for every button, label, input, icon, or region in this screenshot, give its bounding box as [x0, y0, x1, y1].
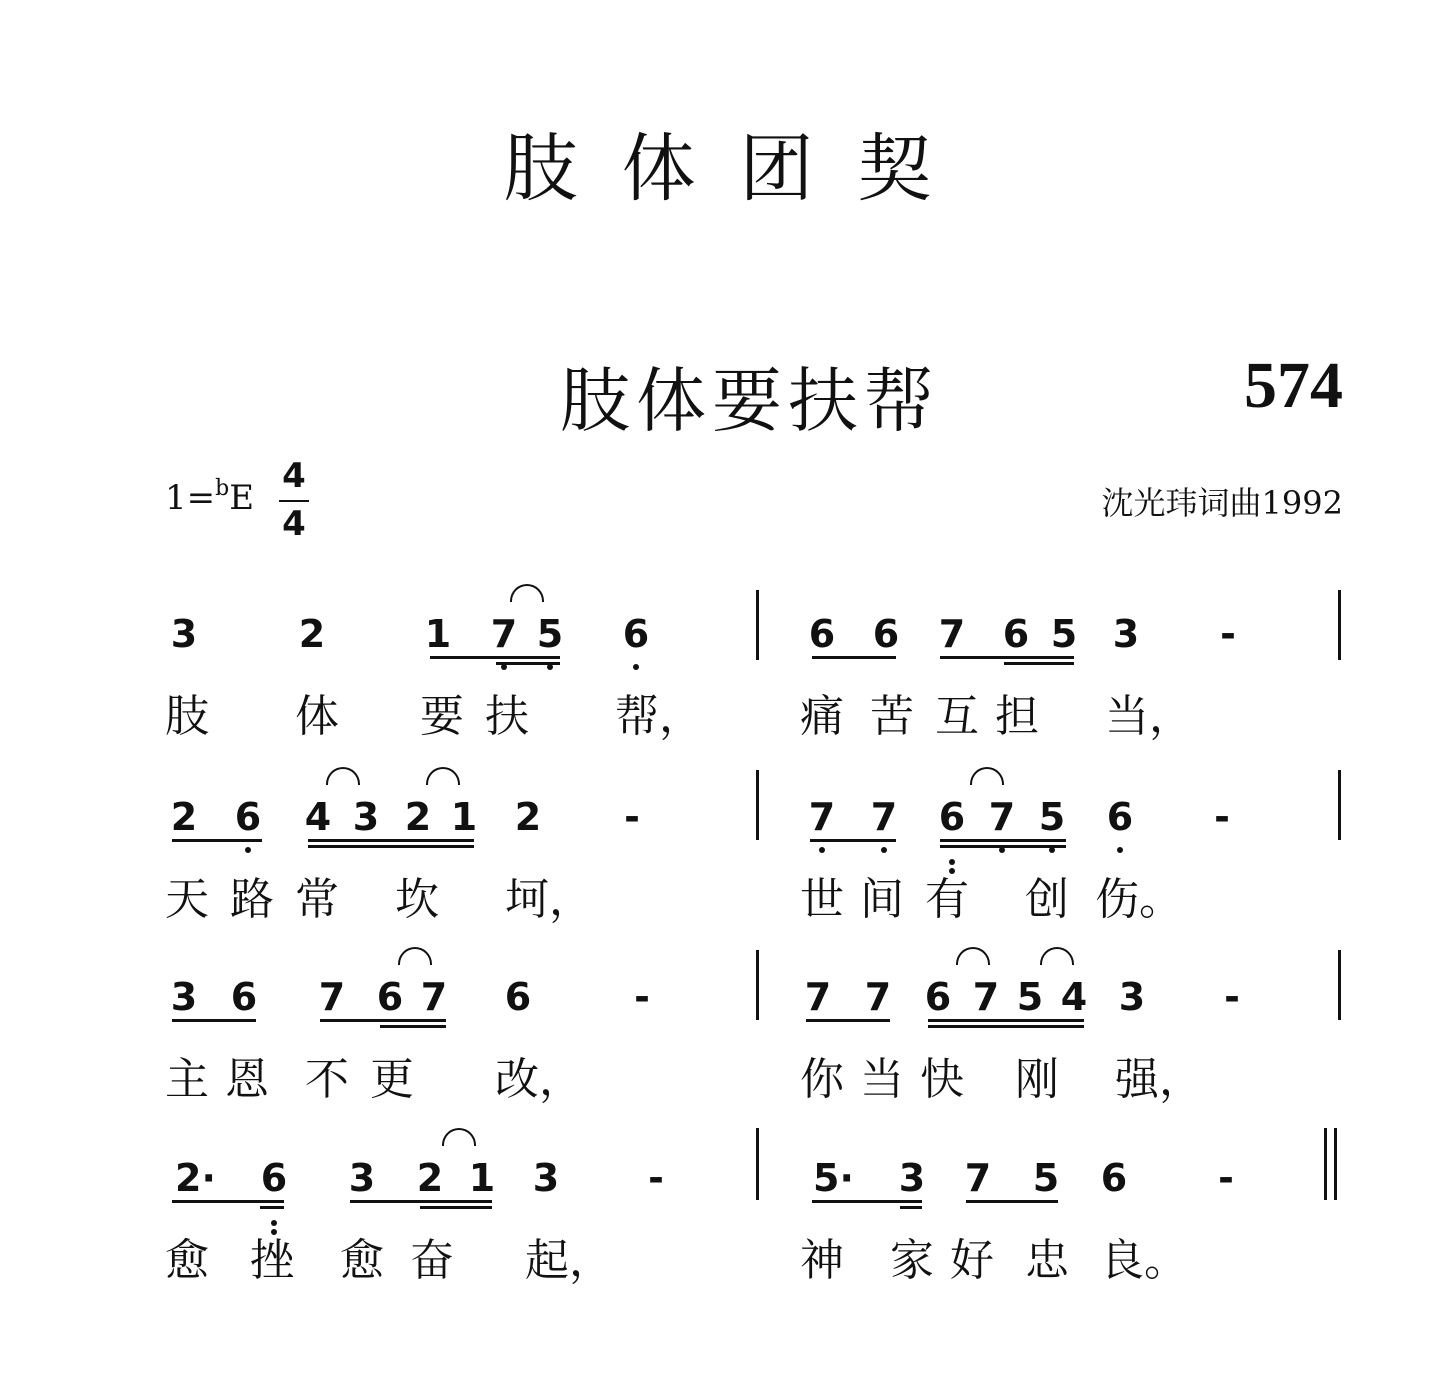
beam-line [940, 656, 1074, 659]
slur-mark [956, 947, 990, 965]
key-prefix: 1= [165, 478, 216, 518]
lyric-char: 世 [800, 874, 844, 925]
octave-dot [999, 847, 1005, 853]
note: 6 [1106, 795, 1134, 839]
octave-dot [245, 847, 251, 853]
time-signature-bar [279, 500, 309, 502]
note: - [648, 1156, 664, 1200]
octave-dot [633, 664, 639, 670]
beam-line [308, 845, 474, 848]
beam-line [928, 1025, 1084, 1028]
lyric-char: 间 [860, 874, 904, 925]
time-signature-top: 4 [282, 456, 306, 496]
section-title: 肢体团契 [503, 126, 976, 212]
note: 7 [420, 975, 448, 1019]
note: 6 [260, 1156, 288, 1200]
lyric-char: 当， [1105, 691, 1193, 742]
note: 5 [1016, 975, 1044, 1019]
octave-dot [271, 1220, 277, 1226]
lyric-char: 要 [420, 691, 464, 742]
lyric-char: 常 [295, 874, 339, 925]
note: 4 [1060, 975, 1088, 1019]
note: 5 [1032, 1156, 1060, 1200]
lyric-char: 坎 [395, 874, 439, 925]
lyric-char: 愈 [340, 1235, 384, 1286]
bar-line [1338, 590, 1341, 660]
beam-line [260, 1206, 284, 1209]
lyric-char: 好 [950, 1235, 994, 1286]
note: 6 [230, 975, 258, 1019]
note: 2 [298, 612, 326, 656]
beam-line [810, 839, 896, 842]
slur-mark [326, 767, 360, 785]
note: 3 [1118, 975, 1146, 1019]
lyric-char: 路 [230, 874, 274, 925]
lyric-char: 苦 [870, 691, 914, 742]
octave-dot [501, 664, 507, 670]
lyric-char: 当 [860, 1054, 904, 1105]
beam-line [420, 1206, 492, 1209]
note: 2 [416, 1156, 444, 1200]
octave-dot [949, 868, 955, 874]
author-credit: 沈光玮词曲1992 [1101, 484, 1343, 522]
lyric-char: 良。 [1100, 1235, 1188, 1286]
note: - [1220, 612, 1236, 656]
note: 7 [864, 975, 892, 1019]
lyric-char: 体 [295, 691, 339, 742]
lyric-char: 创 [1025, 874, 1069, 925]
note: 3 [352, 795, 380, 839]
beam-line [380, 1025, 446, 1028]
note: 2· [175, 1156, 216, 1200]
lyric-char: 奋 [410, 1235, 454, 1286]
note: 1 [468, 1156, 496, 1200]
hymn-number: 574 [1244, 349, 1343, 422]
lyric-char: 不 [305, 1054, 349, 1105]
note: 3 [170, 975, 198, 1019]
lyric-char: 挫 [250, 1235, 294, 1286]
lyric-char: 帮， [615, 691, 703, 742]
note: 2 [170, 795, 198, 839]
note: 5· [813, 1156, 854, 1200]
lyric-char: 愈 [165, 1235, 209, 1286]
note: 6 [1100, 1156, 1128, 1200]
note: 6 [622, 612, 650, 656]
beam-line [430, 656, 560, 659]
beam-line [806, 1019, 890, 1022]
bar-line [756, 770, 759, 840]
lyric-char: 主 [165, 1054, 209, 1105]
lyric-char: 刚 [1015, 1054, 1059, 1105]
beam-line [172, 839, 262, 842]
slur-mark [970, 767, 1004, 785]
bar-line [1338, 950, 1341, 1020]
octave-dot [1049, 847, 1055, 853]
lyric-char: 互 [935, 691, 979, 742]
note: 1 [424, 612, 452, 656]
lyric-char: 起， [525, 1235, 613, 1286]
lyric-char: 忠 [1025, 1235, 1069, 1286]
note: - [634, 975, 650, 1019]
note: 5 [1050, 612, 1078, 656]
beam-line [1004, 662, 1074, 665]
lyric-char: 你 [800, 1054, 844, 1105]
lyric-char: 改， [495, 1054, 583, 1105]
note: 2 [514, 795, 542, 839]
bar-line [756, 950, 759, 1020]
flat-sign: b [215, 476, 230, 501]
note: - [1214, 795, 1230, 839]
octave-dot [271, 1229, 277, 1235]
lyric-char: 痛 [800, 691, 844, 742]
note: 1 [450, 795, 478, 839]
note: 7 [964, 1156, 992, 1200]
beam-line [812, 1200, 922, 1203]
note: 3 [348, 1156, 376, 1200]
slur-mark [510, 584, 544, 602]
bar-line [756, 590, 759, 660]
note: 3 [532, 1156, 560, 1200]
lyric-char: 肢 [165, 691, 209, 742]
note: 2 [404, 795, 432, 839]
note: 6 [1002, 612, 1030, 656]
slur-mark [426, 767, 460, 785]
note: 7 [988, 795, 1016, 839]
beam-line [308, 839, 474, 842]
octave-dot [819, 847, 825, 853]
note: 7 [318, 975, 346, 1019]
key-signature [165, 478, 254, 518]
note: - [1218, 1156, 1234, 1200]
key-note: E [229, 478, 255, 518]
bar-line [756, 1128, 759, 1200]
lyric-char: 伤。 [1095, 874, 1183, 925]
octave-dot [881, 847, 887, 853]
lyric-char: 坷， [505, 874, 593, 925]
note: 7 [972, 975, 1000, 1019]
note: 4 [304, 795, 332, 839]
bar-line [1338, 770, 1341, 840]
beam-line [928, 1019, 1084, 1022]
hymn-title: 肢体要扶帮 [560, 360, 940, 442]
note: 7 [490, 612, 518, 656]
lyric-char: 快 [920, 1054, 964, 1105]
note: 7 [870, 795, 898, 839]
note: 6 [938, 795, 966, 839]
note: 3 [1112, 612, 1140, 656]
note: 3 [898, 1156, 926, 1200]
octave-dot [547, 664, 553, 670]
beam-line [966, 1200, 1058, 1203]
note: 6 [504, 975, 532, 1019]
beam-line [940, 839, 1066, 842]
note: 6 [376, 975, 404, 1019]
lyric-char: 扶 [485, 691, 529, 742]
lyric-char: 更 [370, 1054, 414, 1105]
lyric-char: 恩 [225, 1054, 269, 1105]
note: 7 [804, 975, 832, 1019]
note: 6 [808, 612, 836, 656]
lyric-char: 强， [1115, 1054, 1203, 1105]
note: 7 [938, 612, 966, 656]
beam-line [350, 1200, 492, 1203]
slur-mark [442, 1128, 476, 1146]
note: 6 [234, 795, 262, 839]
lyric-char: 神 [800, 1235, 844, 1286]
note: 5 [1038, 795, 1066, 839]
lyric-char: 担 [995, 691, 1039, 742]
time-signature [279, 456, 309, 544]
time-signature-bottom: 4 [282, 504, 306, 544]
beam-line [320, 1019, 446, 1022]
beam-line [172, 1019, 256, 1022]
octave-dot [949, 859, 955, 865]
octave-dot [1117, 847, 1123, 853]
beam-line [900, 1206, 922, 1209]
slur-mark [398, 947, 432, 965]
note: 6 [924, 975, 952, 1019]
beam-line [172, 1200, 284, 1203]
note: - [1224, 975, 1240, 1019]
bar-line [1334, 1128, 1337, 1200]
lyric-char: 家 [890, 1235, 934, 1286]
note: 7 [808, 795, 836, 839]
note: - [624, 795, 640, 839]
note: 3 [170, 612, 198, 656]
note: 5 [536, 612, 564, 656]
lyric-char: 有 [925, 874, 969, 925]
bar-line [1324, 1128, 1327, 1200]
note: 6 [872, 612, 900, 656]
slur-mark [1040, 947, 1074, 965]
lyric-char: 天 [165, 874, 209, 925]
beam-line [812, 656, 896, 659]
